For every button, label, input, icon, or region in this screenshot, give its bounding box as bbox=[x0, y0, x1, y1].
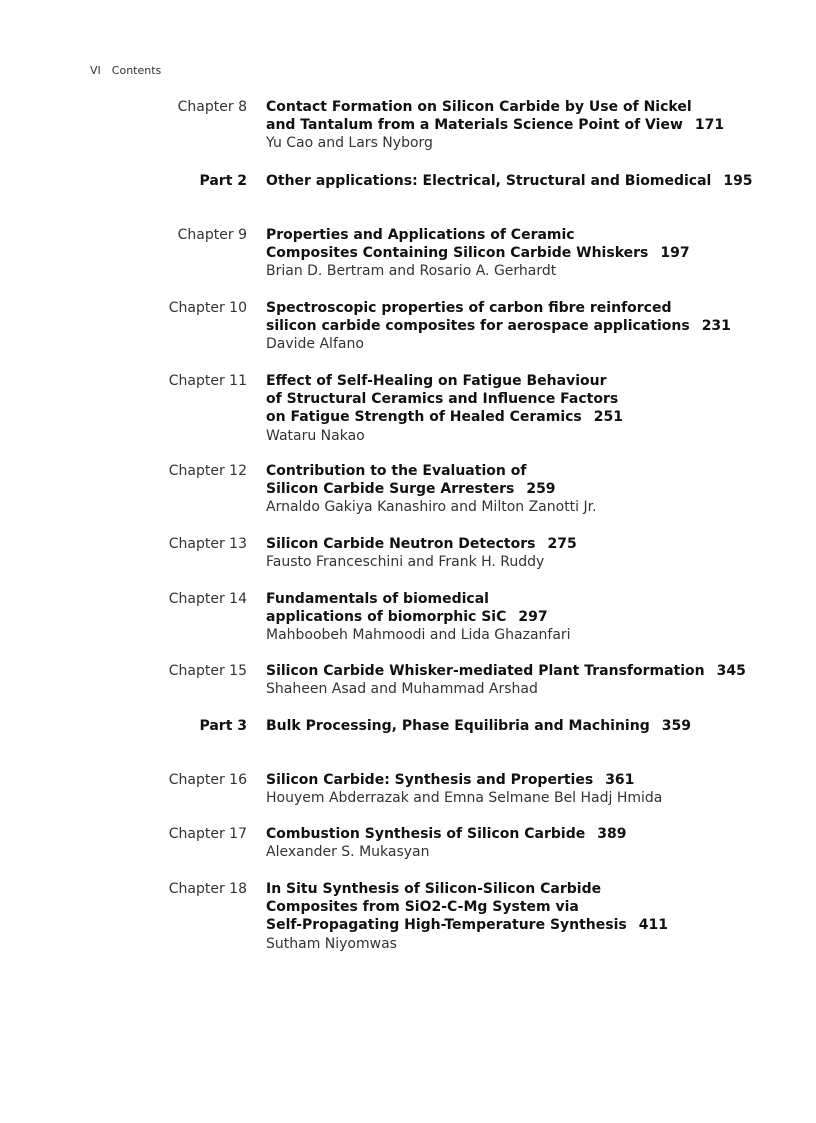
entry-body bbox=[266, 372, 623, 445]
entry-title-line bbox=[266, 916, 668, 934]
entry-page-number: 171 bbox=[694, 117, 725, 134]
entry-title-line bbox=[266, 390, 623, 408]
title-text: Self-Propagating High-Temperature Synthesis bbox=[266, 917, 627, 934]
entry-authors: Sutham Niyomwas bbox=[266, 935, 397, 952]
entry-label: Chapter 9 bbox=[177, 227, 247, 243]
page-number: VI bbox=[90, 64, 101, 77]
entry-title-line bbox=[266, 299, 731, 317]
entry-title-line bbox=[266, 662, 746, 680]
title-text: applications of biomorphic SiC bbox=[266, 609, 507, 626]
entry-label: Chapter 16 bbox=[168, 772, 247, 788]
title-text: Silicon Carbide Neutron Detectors bbox=[266, 536, 536, 552]
entry-page-number: 231 bbox=[701, 318, 731, 335]
section-title: Contents bbox=[111, 64, 162, 77]
title-text: Other applications: Electrical, Structural and Biomedical bbox=[266, 173, 712, 189]
entry-authors: Shaheen Asad and Muhammad Arshad bbox=[266, 681, 538, 698]
entry-body bbox=[266, 771, 662, 807]
entry-body bbox=[266, 226, 690, 280]
title-text: Silicon Carbide: Synthesis and Properties bbox=[266, 772, 594, 788]
entry-page-number: 411 bbox=[638, 917, 668, 934]
entry-title-line bbox=[266, 98, 724, 116]
title-text: and Tantalum from a Materials Science Point of View bbox=[266, 117, 683, 134]
title-text: on Fatigue Strength of Healed Ceramics bbox=[266, 409, 582, 426]
entry-label: Chapter 18 bbox=[168, 881, 247, 897]
entry-label: Chapter 10 bbox=[168, 300, 247, 316]
entry-label: Chapter 8 bbox=[177, 99, 247, 115]
title-text: of Structural Ceramics and Influence Factors bbox=[266, 391, 619, 408]
title-text: Silicon Carbide Surge Arresters bbox=[266, 481, 515, 498]
entry-title-line bbox=[266, 717, 691, 735]
entry-title-line bbox=[266, 608, 571, 626]
entry-label: Chapter 12 bbox=[168, 463, 247, 479]
entry-authors: Wataru Nakao bbox=[266, 427, 365, 444]
entry-label: Chapter 17 bbox=[168, 826, 247, 842]
entry-label: Part 2 bbox=[199, 173, 247, 189]
entry-page-number: 345 bbox=[716, 663, 746, 679]
title-text: In Situ Synthesis of Silicon-Silicon Carbide bbox=[266, 881, 602, 897]
entry-title-line bbox=[266, 116, 724, 134]
entry-body bbox=[266, 462, 597, 516]
entry-body bbox=[266, 299, 731, 353]
entry-body bbox=[266, 825, 626, 861]
entry-page-number: 361 bbox=[605, 772, 635, 788]
entry-authors: Arnaldo Gakiya Kanashiro and Milton Zanotti Jr. bbox=[266, 499, 597, 516]
entry-label: Chapter 14 bbox=[168, 591, 247, 607]
entry-body bbox=[266, 662, 746, 698]
entry-title-line bbox=[266, 408, 623, 426]
entry-authors: Houyem Abderrazak and Emna Selmane Bel Hadj Hmida bbox=[266, 790, 663, 807]
entry-title-line bbox=[266, 226, 690, 244]
title-text: Composites Containing Silicon Carbide Whiskers bbox=[266, 245, 649, 262]
title-text: Bulk Processing, Phase Equilibria and Machining bbox=[266, 718, 650, 734]
entry-page-number: 297 bbox=[518, 609, 548, 626]
entry-label: Chapter 15 bbox=[168, 663, 247, 679]
entry-page-number: 259 bbox=[526, 481, 556, 498]
entry-page-number: 195 bbox=[723, 173, 753, 189]
entry-authors: Yu Cao and Lars Nyborg bbox=[266, 135, 433, 152]
title-text: Contact Formation on Silicon Carbide by Use of Nickel bbox=[266, 99, 692, 115]
entry-title-line bbox=[266, 535, 577, 553]
entry-title-line bbox=[266, 462, 597, 480]
entry-page-number: 359 bbox=[661, 718, 691, 734]
title-text: Spectroscopic properties of carbon fibre reinforced bbox=[266, 300, 672, 316]
entry-authors: Brian D. Bertram and Rosario A. Gerhardt bbox=[266, 263, 557, 280]
entry-authors: Mahboobeh Mahmoodi and Lida Ghazanfari bbox=[266, 627, 571, 644]
entry-body bbox=[266, 535, 577, 571]
entry-authors: Davide Alfano bbox=[266, 336, 364, 353]
title-text: Silicon Carbide Whisker-mediated Plant Transformation bbox=[266, 663, 705, 679]
entry-title-line bbox=[266, 880, 668, 898]
entry-title-line bbox=[266, 590, 571, 608]
entry-page-number: 275 bbox=[547, 536, 577, 552]
title-text: Contribution to the Evaluation of bbox=[266, 463, 527, 479]
entry-body bbox=[266, 98, 724, 152]
title-text: Combustion Synthesis of Silicon Carbide bbox=[266, 826, 586, 842]
entry-title-line bbox=[266, 898, 668, 916]
entry-body bbox=[266, 590, 571, 644]
entry-page-number: 389 bbox=[597, 826, 627, 842]
entry-title-line bbox=[266, 771, 662, 789]
title-text: Fundamentals of biomedical bbox=[266, 591, 489, 607]
entry-page-number: 251 bbox=[593, 409, 623, 426]
entry-page-number: 197 bbox=[660, 245, 690, 262]
entry-body bbox=[266, 880, 668, 953]
entry-title-line bbox=[266, 480, 597, 498]
title-text: silicon carbide composites for aerospace applications bbox=[266, 318, 690, 335]
running-header bbox=[90, 64, 161, 77]
entry-title-line bbox=[266, 372, 623, 390]
entry-label: Chapter 13 bbox=[168, 536, 247, 552]
entry-authors: Fausto Franceschini and Frank H. Ruddy bbox=[266, 554, 545, 571]
entry-label: Chapter 11 bbox=[168, 373, 247, 389]
entry-title-line bbox=[266, 317, 731, 335]
title-text: Effect of Self-Healing on Fatigue Behaviour bbox=[266, 373, 607, 389]
entry-label: Part 3 bbox=[199, 718, 247, 734]
title-text: Composites from SiO2-C-Mg System via bbox=[266, 899, 579, 916]
entry-title-line bbox=[266, 825, 626, 843]
title-text: Properties and Applications of Ceramic bbox=[266, 227, 575, 243]
entry-body bbox=[266, 172, 753, 190]
entry-title-line bbox=[266, 172, 753, 190]
entry-title-line bbox=[266, 244, 690, 262]
entry-authors: Alexander S. Mukasyan bbox=[266, 844, 430, 861]
entry-body bbox=[266, 717, 691, 735]
